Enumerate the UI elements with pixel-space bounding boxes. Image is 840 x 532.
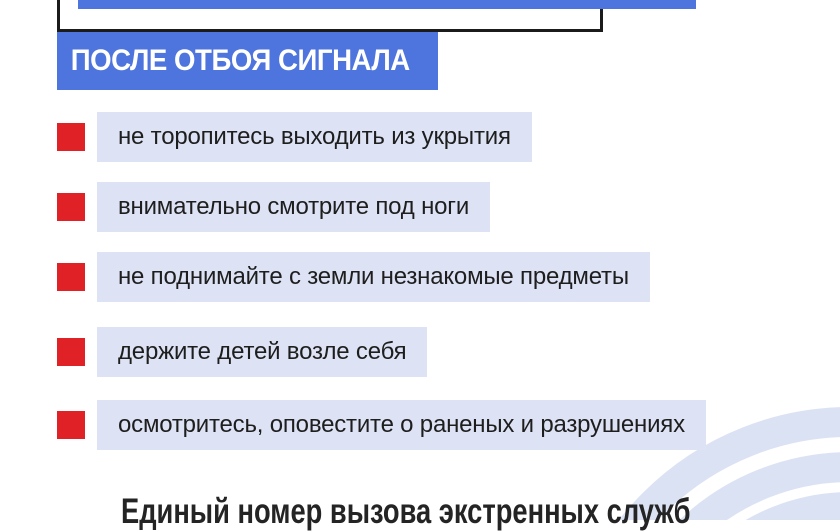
red-square-bullet — [57, 263, 85, 291]
list-item-label: держите детей возле себя — [97, 327, 427, 377]
list-item — [57, 327, 427, 377]
section-header — [57, 32, 438, 90]
list-item — [57, 112, 532, 162]
list-item — [57, 252, 650, 302]
red-square-bullet — [57, 338, 85, 366]
section-title: ПОСЛЕ ОТБОЯ СИГНАЛА — [70, 44, 410, 77]
red-square-bullet — [57, 123, 85, 151]
list-item-label: осмотритесь, оповестите о раненых и разрушениях — [97, 400, 706, 450]
list-item-label: внимательно смотрите под ноги — [97, 182, 490, 232]
red-square-bullet — [57, 411, 85, 439]
footer-note: Единый номер вызова экстренных служб — [121, 492, 691, 531]
red-square-bullet — [57, 193, 85, 221]
list-item — [57, 182, 490, 232]
list-item-label: не торопитесь выходить из укрытия — [97, 112, 532, 162]
list-item — [57, 400, 706, 450]
top-banner — [78, 0, 696, 9]
list-item-label: не поднимайте с земли незнакомые предметы — [97, 252, 650, 302]
